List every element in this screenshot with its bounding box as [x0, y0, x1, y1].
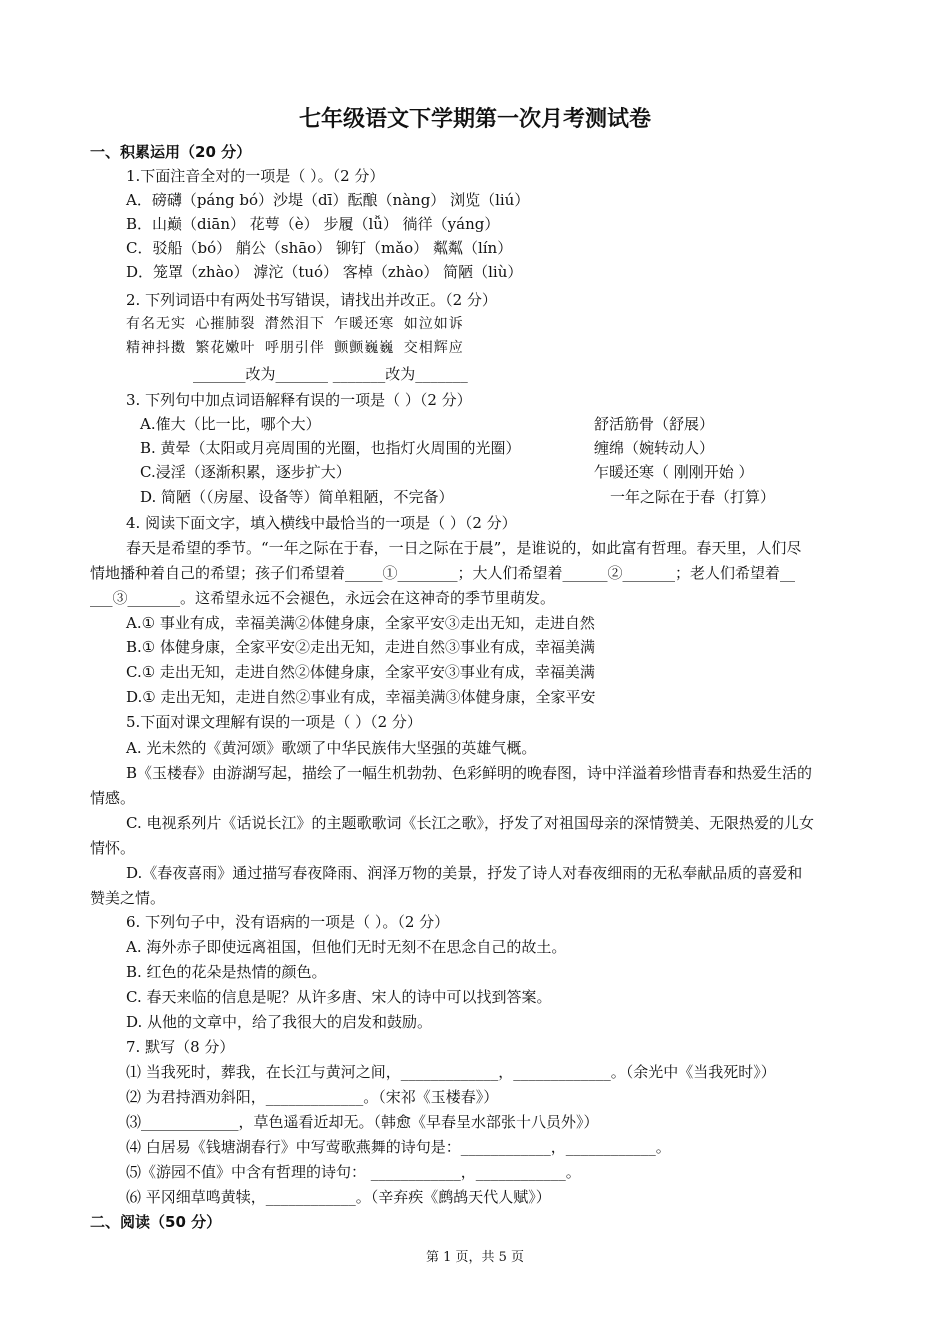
text-line: A. 海外赤子即使远离祖国，但他们无时无刻不在思念自己的故土。	[126, 938, 567, 956]
text-line: 7. 默写（8 分）	[126, 1038, 235, 1056]
text-line: D．笼罩（zhào） 滹沱（tuó） 客棹（zhào） 简陋（liù）	[126, 263, 523, 281]
section-heading: 二、阅读（50 分）	[90, 1213, 222, 1231]
text-line: D.① 走出无知，走进自然②事业有成，幸福美满③体健身康，全家平安	[126, 688, 596, 706]
text-line: B. 红色的花朵是热情的颜色。	[126, 963, 327, 981]
text-line: C．驳船（bó） 艄公（shāo） 铆钉（mǎo） 粼粼（lín）	[126, 239, 513, 257]
text-line: ⑴ 当我死时，葬我，在长江与黄河之间，_____________，_____________。（余光中《当我死时》）	[126, 1063, 776, 1081]
text-line: B. 黄晕（太阳或月亮周围的光圈，也指灯火周围的光圈）	[140, 439, 521, 457]
text-line: D. 从他的文章中，给了我很大的启发和鼓励。	[126, 1013, 433, 1031]
text-line: 赞美之情。	[90, 889, 166, 907]
text-line: ⑹ 平冈细草鸣黄犊，____________。（辛弃疾《鹧鸪天代人赋》）	[126, 1188, 551, 1206]
text-line: 有名无实 心摧肺裂 潸然泪下 乍暖还寒 如泣如诉	[126, 316, 464, 332]
text-line: D. 简陋（（房屋、设备等）简单粗陋，不完备）	[140, 488, 454, 506]
text-line: C. 春天来临的信息是呢？从许多唐、宋人的诗中可以找到答案。	[126, 988, 552, 1006]
text-line: 精神抖擞 繁花嫩叶 呼朋引伴 颤颤巍巍 交相辉应	[126, 340, 464, 356]
text-line: 情感。	[90, 789, 136, 807]
text-line: B《玉楼春》由游湖写起，描绘了一幅生机勃勃、色彩鲜明的晚春图，诗中洋溢着珍惜青春和热爱生活的	[126, 764, 813, 782]
text-line: 1.下面注音全对的一项是（ ）。（2 分）	[126, 167, 385, 185]
text-line: ⑸《游园不值》中含有哲理的诗句： ____________，____________。	[126, 1163, 581, 1181]
text-line: 2. 下列词语中有两处书写错误，请找出并改正。（2 分）	[126, 291, 497, 309]
text-line: 4. 阅读下面文字，填入横线中最恰当的一项是（ ）（2 分）	[126, 514, 517, 532]
text-line: C.浸淫（逐渐积累，逐步扩大）	[140, 463, 351, 481]
section-heading: 一、积累运用（20 分）	[90, 143, 252, 161]
text-line: 一年之际在于春（打算）	[610, 488, 776, 506]
text-line: C.① 走出无知，走进自然②体健身康，全家平安③事业有成，幸福美满	[126, 663, 595, 681]
text-line: D.《春夜喜雨》通过描写春夜降雨、润泽万物的美景，抒发了诗人对春夜细雨的无私奉献品质的喜爱和	[126, 864, 803, 882]
text-line: A．磅礴（páng bó）沙堤（dī）酝酿（nàng） 浏览（liú）	[126, 191, 530, 209]
text-line: 情地播种着自己的希望；孩子们希望着_____①________；大人们希望着______②_______；老人们希望着__	[90, 564, 796, 582]
page-title: 七年级语文下学期第一次月考测试卷	[298, 107, 651, 132]
text-line: ⑷ 白居易《钱塘湖春行》中写莺歌燕舞的诗句是：____________，____________。	[126, 1138, 671, 1156]
text-line: ⑵ 为君持酒劝斜阳，_____________。（宋祁《玉楼春》）	[126, 1088, 499, 1106]
text-line: 春天是希望的季节。“一年之际在于春，一日之际在于晨”，是谁说的，如此富有哲理。春天里，人们尽	[126, 539, 802, 557]
text-line: 6. 下列句子中，没有语病的一项是（ ）。（2 分）	[126, 913, 450, 931]
text-line: B．山巅（diān） 花萼（è） 步履（lǚ） 徜徉（yáng）	[126, 215, 500, 233]
page-footer: 第 1 页，共 5 页	[425, 1250, 525, 1265]
text-line: 情怀。	[90, 839, 136, 857]
text-line: 5.下面对课文理解有误的一项是（ ）（2 分）	[126, 713, 422, 731]
text-line: 缠绵（婉转动人）	[594, 439, 715, 457]
text-line: 舒活筋骨（舒展）	[594, 415, 715, 433]
text-line: B.① 体健身康，全家平安②走出无知，走进自然③事业有成，幸福美满	[126, 638, 596, 656]
text-line: 3. 下列句中加点词语解释有误的一项是（ ）（2 分）	[126, 391, 472, 409]
text-line: A.① 事业有成，幸福美满②体健身康，全家平安③走出无知，走进自然	[126, 614, 595, 632]
text-line: ___③_______。这希望永远不会褪色，永远会在这神奇的季节里萌发。	[90, 589, 556, 607]
text-line: A.傕大（比一比，哪个大）	[140, 415, 321, 433]
text-line: 乍暖还寒（ 刚刚开始 ）	[594, 463, 754, 481]
text-line: _______改为_______ _______改为_______	[193, 365, 468, 383]
text-line: C. 电视系列片《话说长江》的主题歌歌词《长江之歌》，抒发了对祖国母亲的深情赞美、无限热爱的儿女	[126, 814, 814, 832]
text-line: ⑶_____________，草色遥看近却无。（韩愈《早春呈水部张十八员外》）	[126, 1113, 599, 1131]
text-line: A. 光未然的《黄河颂》歌颂了中华民族伟大坚强的英雄气概。	[126, 739, 537, 757]
